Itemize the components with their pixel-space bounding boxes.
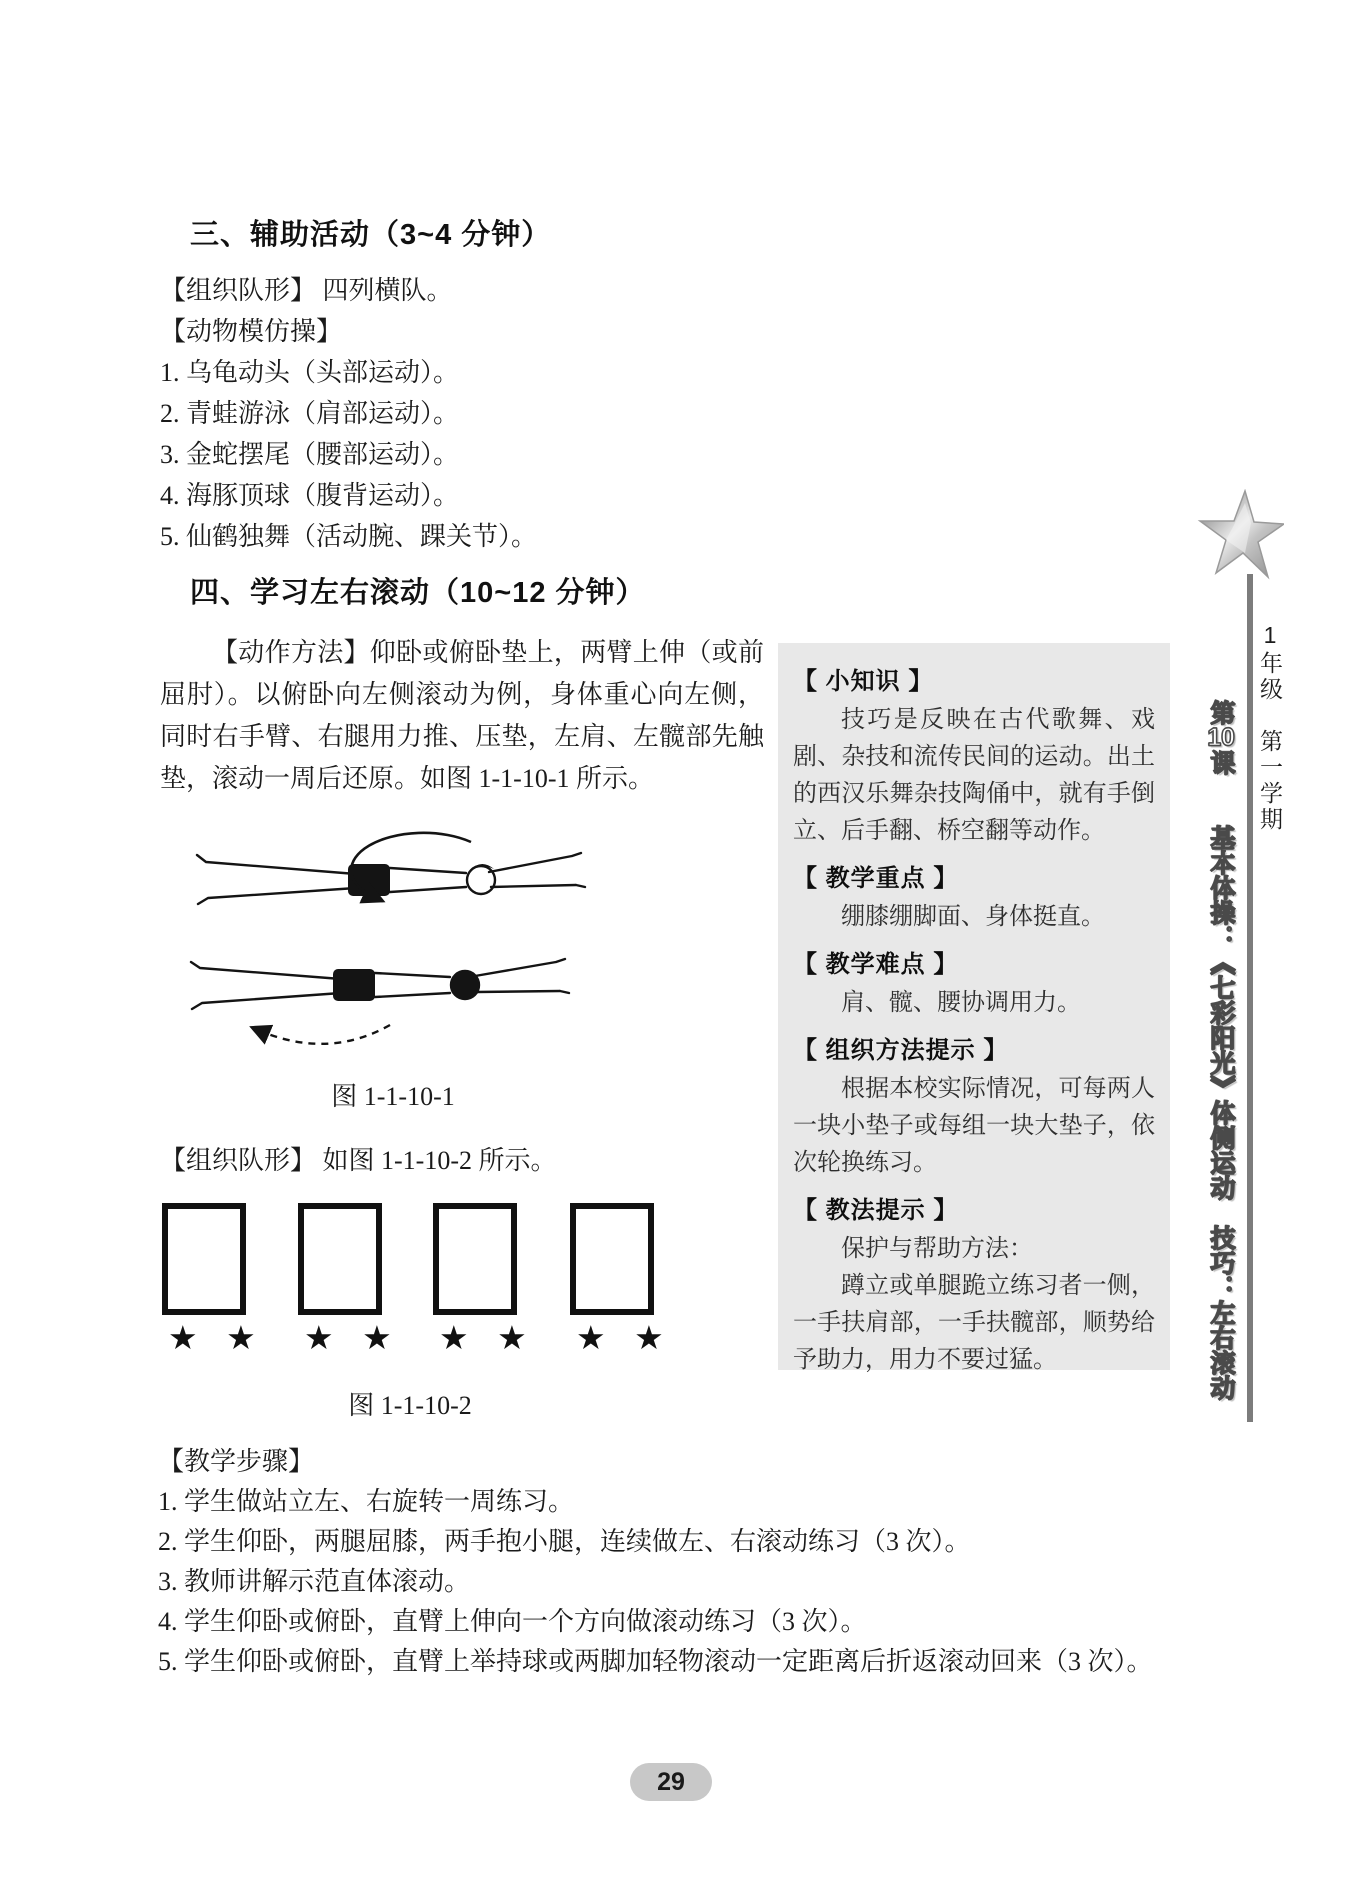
figure2-caption: 图 1-1-10-2 <box>348 1391 472 1420</box>
person-top <box>197 853 585 904</box>
course-label-part: 课 基本体操：《七彩阳光》体侧运动 技巧：左右滚动 <box>1207 750 1235 1400</box>
info-title-tips: 【 小知识 】 <box>793 668 934 695</box>
section-heading-learn-rolling: 四、学习左右滚动（10~12 分钟） <box>190 577 646 609</box>
mat-square <box>298 1203 382 1315</box>
step-item: 2. 学生仰卧，两腿屈膝，两手抱小腿，连续做左、右滚动练习（3 次）。 <box>158 1527 971 1556</box>
info-box <box>778 643 1170 1373</box>
step-item: 5. 学生仰卧或俯卧，直臂上举持球或两脚加轻物滚动一定距离后折返滚动回来（3 次）。 <box>158 1647 1153 1676</box>
course-label-part: 第 <box>1207 700 1235 725</box>
star-pair-icon: ★ ★ <box>439 1318 536 1357</box>
star-pair-icon: ★ ★ <box>168 1318 265 1357</box>
list-item: 4. 海豚顶球（腹背运动）。 <box>160 481 460 510</box>
info-text: 技巧是反映在古代歌舞、戏剧、杂技和流传民间的运动。出土的西汉乐舞杂技陶俑中，就有手倒立、后手翻、桥空翻等动作。 <box>793 706 1155 844</box>
method-paragraph: 【动作方法】仰卧或俯卧垫上，两臂上伸（或前屈肘）。以俯卧向左侧滚动为例，身体重心向左侧，同时右手臂、右腿用力推、压垫，左肩、左髋部先触垫，滚动一周后还原。如图 1-1-10-1 所示。 <box>160 638 764 793</box>
margin-divider-line <box>1247 574 1253 1422</box>
list-item: 1. 乌龟动头（头部运动）。 <box>160 358 460 387</box>
info-text: 绷膝绷脚面、身体挺直。 <box>841 903 1105 930</box>
step-item: 4. 学生仰卧或俯卧，直臂上伸向一个方向做滚动练习（3 次）。 <box>158 1607 867 1636</box>
list-item: 3. 金蛇摆尾（腰部运动）。 <box>160 440 460 469</box>
list-item: 5. 仙鹤独舞（活动腕、踝关节）。 <box>160 522 538 551</box>
section-heading-aux-activity: 三、辅助活动（3~4 分钟） <box>190 219 552 251</box>
info-text: 肩、髋、腰协调用力。 <box>841 989 1081 1016</box>
grade-semester-label: 1年级 第一学期 <box>1257 622 1283 833</box>
formation-line: 【组织队形】 如图 1-1-10-2 所示。 <box>160 1146 557 1175</box>
mat-unit <box>298 1203 401 1357</box>
list-item: 2. 青蛙游泳（肩部运动）。 <box>160 399 460 428</box>
page-number-badge: 29 <box>630 1763 712 1801</box>
roll-arrow-dashed-icon <box>258 1025 390 1044</box>
mat-unit <box>162 1203 265 1357</box>
mat-square <box>162 1203 246 1315</box>
info-text: 保护与帮助方法： <box>841 1235 1033 1262</box>
info-title-organize: 【 组织方法提示 】 <box>793 1037 1009 1064</box>
aux-activity-block <box>160 270 800 557</box>
rolling-figure-illustration <box>178 818 608 1063</box>
info-title-pedagogy: 【 教法提示 】 <box>793 1197 959 1224</box>
formation-note: 【组织队形】 四列横队。 <box>160 276 453 305</box>
person-bottom <box>191 959 569 1009</box>
mat-square <box>570 1203 654 1315</box>
star-pair-icon: ★ ★ <box>576 1318 673 1357</box>
step-item: 3. 教师讲解示范直体滚动。 <box>158 1567 471 1596</box>
teaching-steps-block <box>158 1442 1218 1682</box>
lesson-number: 10 <box>1207 725 1235 750</box>
mat-square <box>433 1203 517 1315</box>
info-title-key-point: 【 教学重点 】 <box>793 865 959 892</box>
info-title-difficulty: 【 教学难点 】 <box>793 951 959 978</box>
teaching-steps-heading: 【教学步骤】 <box>158 1447 315 1476</box>
course-title-vertical <box>1203 700 1239 1430</box>
mat-unit <box>570 1203 673 1357</box>
step-item: 1. 学生做站立左、右旋转一周练习。 <box>158 1487 575 1516</box>
mat-unit <box>433 1203 536 1357</box>
animal-imitation-label: 【动物模仿操】 <box>160 317 343 346</box>
figure1-caption: 图 1-1-10-1 <box>331 1082 455 1111</box>
info-text: 根据本校实际情况，可每两人一块小垫子或每组一块大垫子，依次轮换练习。 <box>793 1075 1155 1176</box>
star-pair-icon: ★ ★ <box>304 1318 401 1357</box>
shorts <box>333 969 375 1001</box>
silver-star-icon <box>1196 489 1284 581</box>
info-text: 蹲立或单腿跪立练习者一侧，一手扶肩部，一手扶髋部，顺势给予助力，用力不要过猛。 <box>793 1272 1155 1373</box>
